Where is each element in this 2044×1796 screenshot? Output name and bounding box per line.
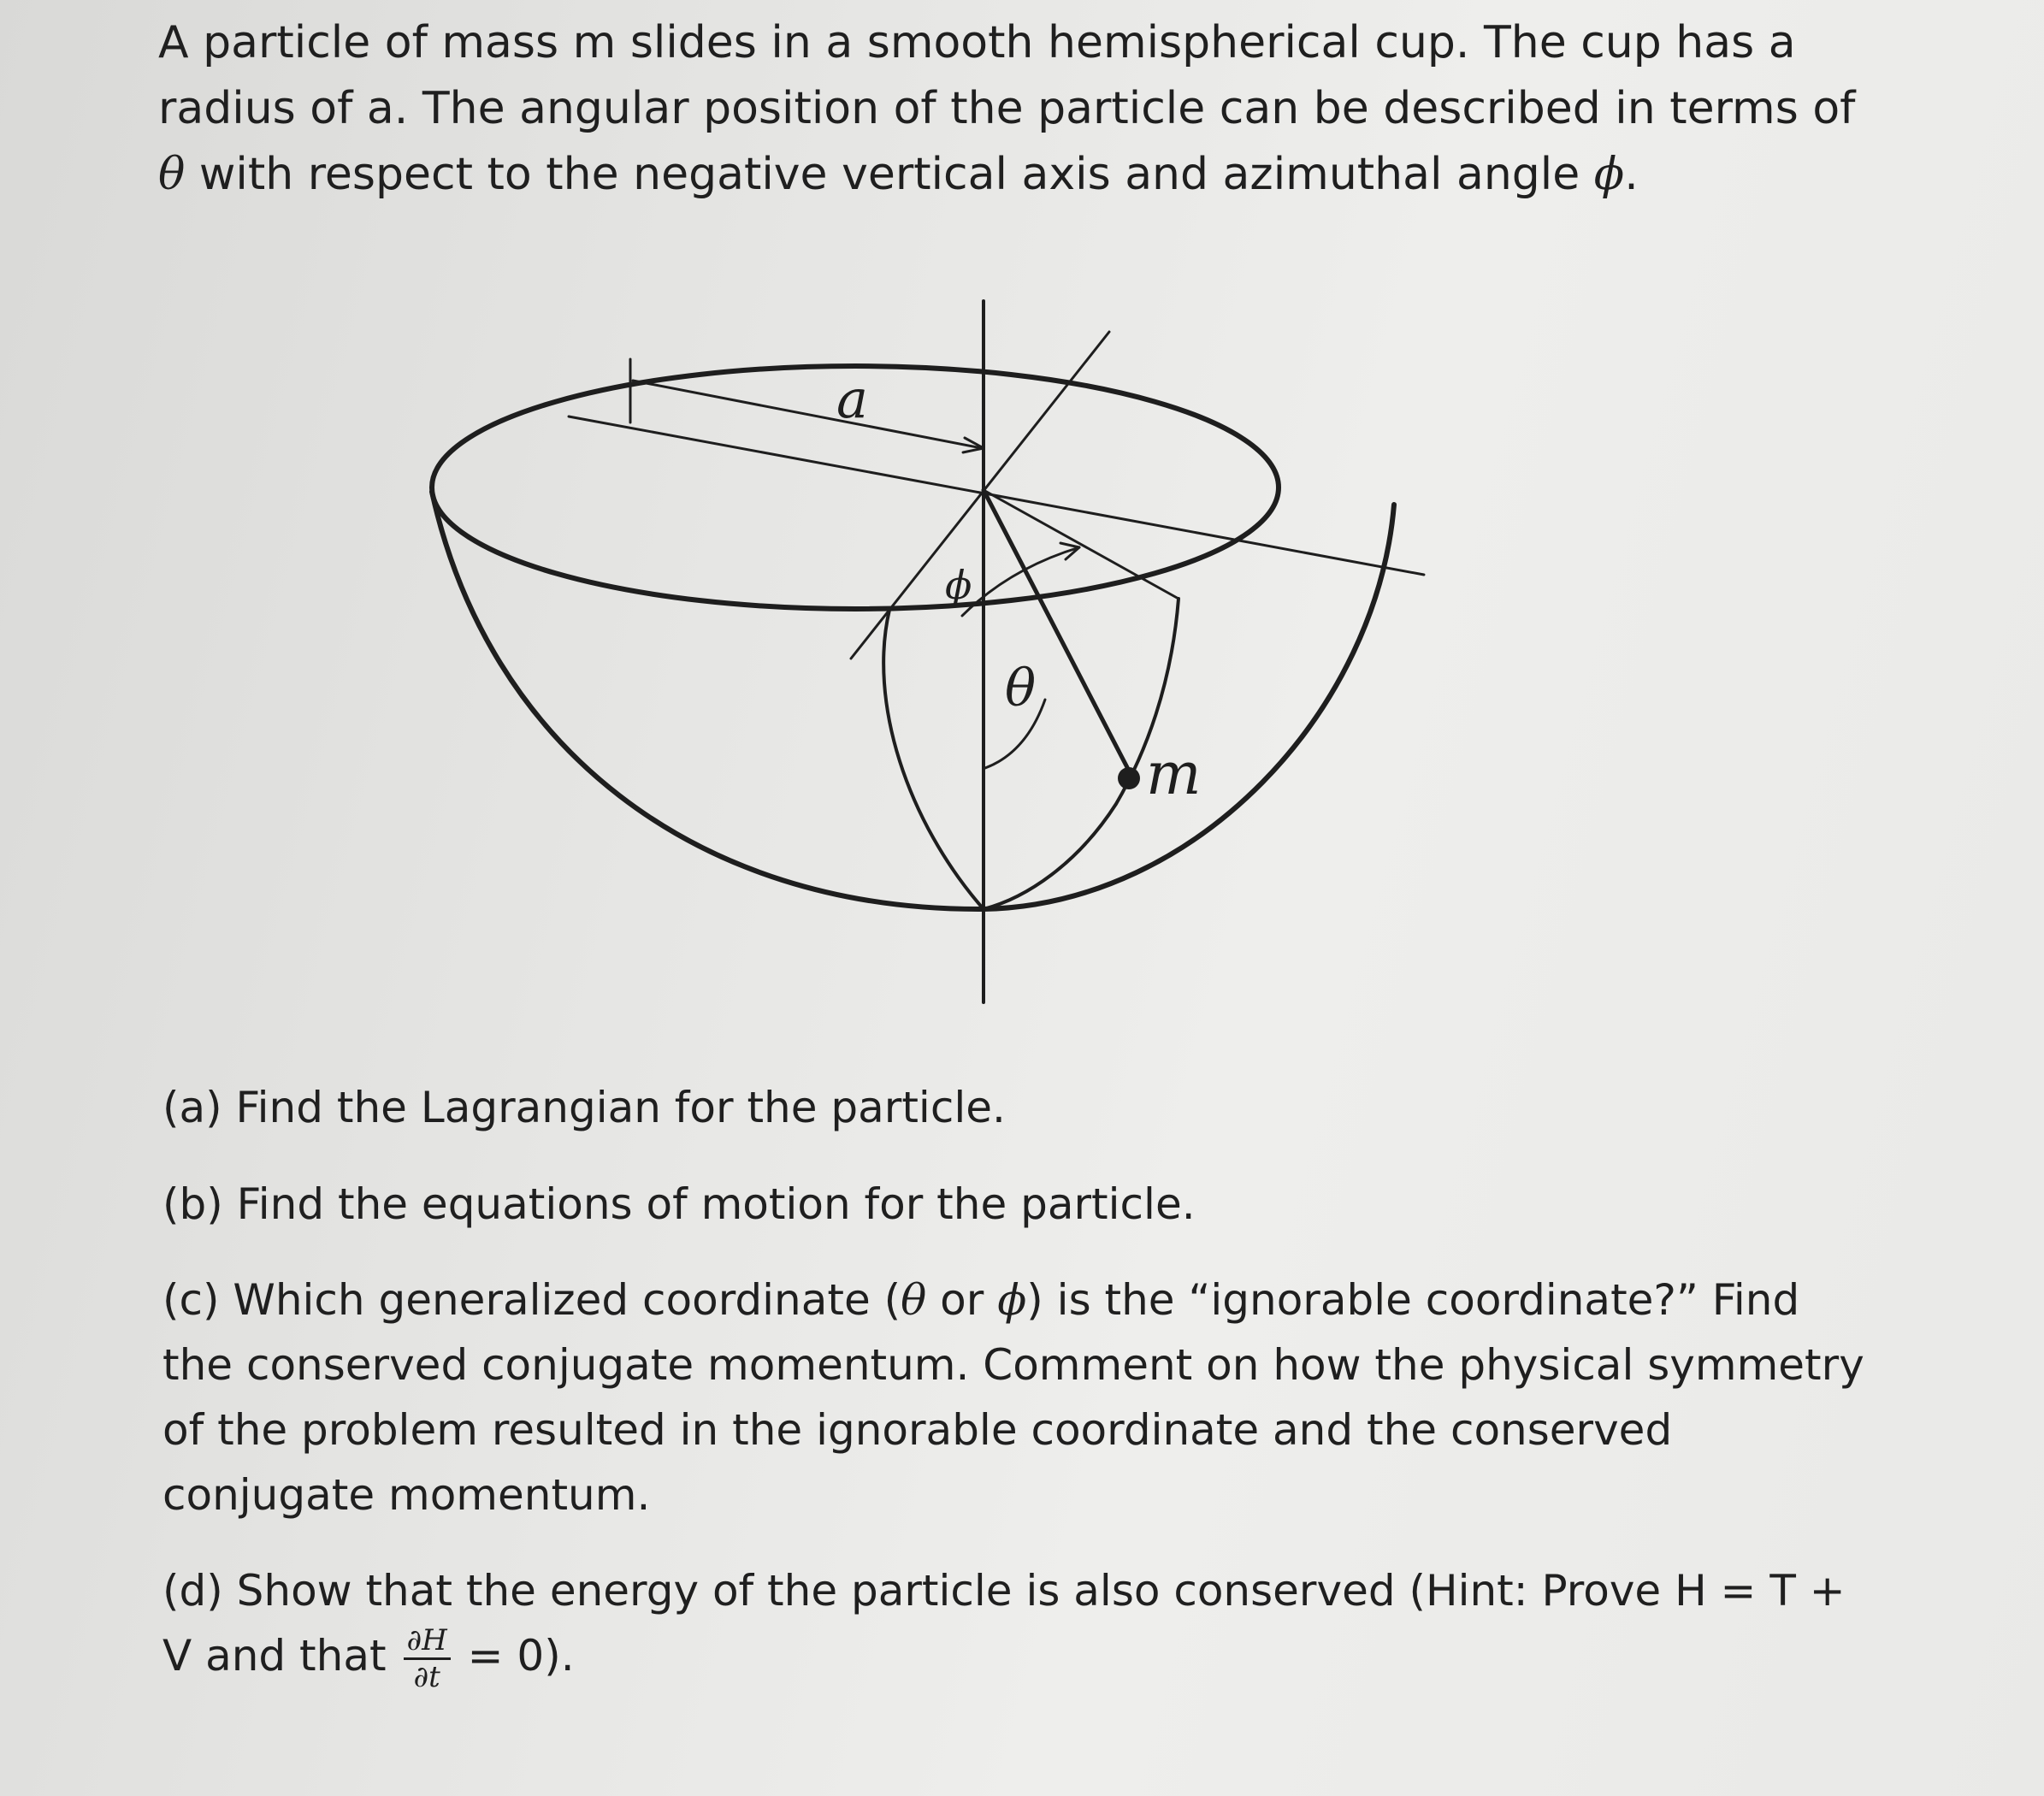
phi-symbol: ϕ — [1593, 149, 1625, 200]
fraction-denominator: ∂t — [413, 1660, 440, 1694]
meridian-left — [883, 610, 984, 909]
question-d-text-2: = 0). — [453, 1631, 575, 1681]
fraction-numerator: ∂H — [404, 1623, 451, 1660]
question-c-text-1: (c) Which generalized coordinate ( — [162, 1275, 901, 1325]
question-b: (b) Find the equations of motion for the particle. — [162, 1179, 1196, 1229]
phi-label: ϕ — [945, 562, 972, 608]
question-c-theta: θ — [901, 1275, 927, 1325]
horizontal-axis — [569, 417, 1424, 575]
problem-text-3: . — [1624, 149, 1639, 200]
question-d — [162, 1558, 1873, 1694]
mass-point — [1118, 767, 1140, 789]
cup-bowl — [432, 492, 1394, 909]
question-c — [162, 1267, 1873, 1527]
partial-derivative-fraction — [404, 1623, 451, 1694]
problem-text-2: with respect to the negative vertical axis and azimuthal angle — [185, 149, 1594, 200]
mass-label: m — [1146, 741, 1202, 808]
mass-radius-line — [984, 490, 1131, 774]
question-c-phi: ϕ — [997, 1275, 1027, 1325]
problem-text-1: A particle of mass m slides in a smooth hemispherical cup. The cup has a radius of a. The angular position of the particle can be described in terms of — [158, 17, 1856, 134]
question-c-text-2: ) is the “ignorable coordinate?” Find the conserved conjugate momentum. Comment on how the physical symmetry of the problem resulted in the ignorable coordinate and the conserved conjugate momentum. — [162, 1275, 1864, 1520]
theta-symbol: θ — [158, 149, 186, 200]
theta-label: θ — [1005, 659, 1037, 718]
question-d-text-1: (d) Show that the energy of the particle is also conserved (Hint: Prove H = T + V and that — [162, 1566, 1846, 1681]
question-c-or: or — [926, 1275, 998, 1325]
radius-label: a — [836, 368, 868, 430]
question-a: (a) Find the Lagrangian for the particle. — [162, 1083, 1006, 1132]
